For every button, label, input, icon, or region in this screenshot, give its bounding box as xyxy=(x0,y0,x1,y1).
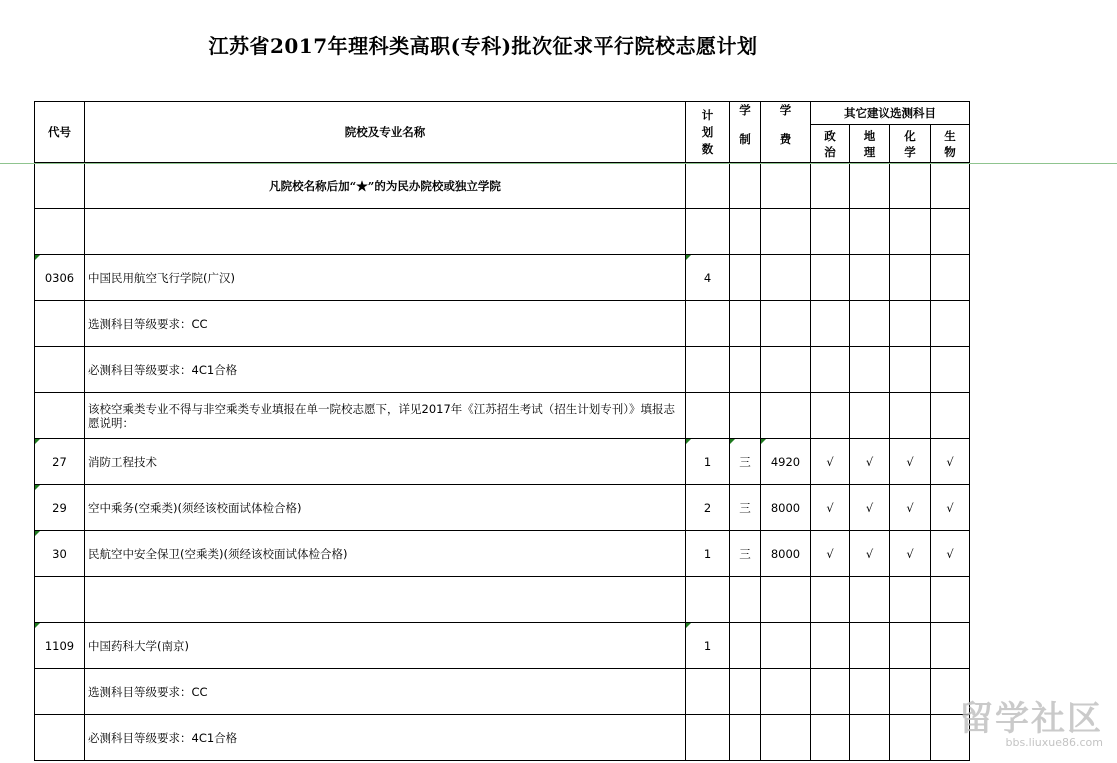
row-check-politics xyxy=(811,577,850,623)
row-plan: 1 xyxy=(686,623,730,669)
table-row xyxy=(35,301,970,347)
row-check-geography: √ xyxy=(850,485,890,531)
row-check-geography xyxy=(850,255,890,301)
row-plan xyxy=(686,347,730,393)
row-check-politics xyxy=(811,715,850,761)
header-subject-biology: 生 物 xyxy=(931,125,970,163)
row-plan xyxy=(686,715,730,761)
row-check-politics xyxy=(811,209,850,255)
table-row xyxy=(35,623,970,669)
table-row xyxy=(35,393,970,439)
row-check-biology xyxy=(931,577,970,623)
watermark-logo xyxy=(959,691,1103,749)
row-check-politics xyxy=(811,255,850,301)
row-name: 空中乘务(空乘类)(须经该校面试体检合格) xyxy=(85,485,686,531)
row-check-geography: √ xyxy=(850,439,890,485)
row-check-chemistry xyxy=(890,577,931,623)
row-plan xyxy=(686,577,730,623)
row-check-politics: √ xyxy=(811,531,850,577)
row-check-geography xyxy=(850,347,890,393)
header-subject-politics: 政 治 xyxy=(811,125,850,163)
row-plan: 4 xyxy=(686,255,730,301)
row-code xyxy=(35,393,85,439)
row-divider-line xyxy=(0,163,1117,164)
row-check-chemistry xyxy=(890,347,931,393)
row-duration xyxy=(730,623,761,669)
row-fee xyxy=(761,715,811,761)
header-subject-chemistry: 化 学 xyxy=(890,125,931,163)
row-fee xyxy=(761,393,811,439)
row-check-geography xyxy=(850,623,890,669)
row-check-geography xyxy=(850,393,890,439)
row-fee: 4920 xyxy=(761,439,811,485)
row-name: 民航空中安全保卫(空乘类)(须经该校面试体检合格) xyxy=(85,531,686,577)
row-code xyxy=(35,577,85,623)
row-check-biology: √ xyxy=(931,531,970,577)
row-check-politics: √ xyxy=(811,485,850,531)
plan-table xyxy=(34,101,970,761)
row-name: 必测科目等级要求：4C1合格 xyxy=(85,715,686,761)
row-fee: 8000 xyxy=(761,485,811,531)
row-check-chemistry: √ xyxy=(890,439,931,485)
row-check-geography xyxy=(850,301,890,347)
row-check-chemistry: √ xyxy=(890,485,931,531)
row-duration xyxy=(730,347,761,393)
row-check-geography xyxy=(850,715,890,761)
row-check-biology xyxy=(931,301,970,347)
row-check-politics: √ xyxy=(811,439,850,485)
row-duration: 三 xyxy=(730,439,761,485)
row-plan: 1 xyxy=(686,531,730,577)
table-row xyxy=(35,669,970,715)
header-name: 院校及专业名称 xyxy=(85,102,686,163)
row-plan xyxy=(686,393,730,439)
row-code xyxy=(35,715,85,761)
row-check-geography xyxy=(850,209,890,255)
row-duration xyxy=(730,715,761,761)
header-subject-geography: 地 理 xyxy=(850,125,890,163)
row-name xyxy=(85,577,686,623)
row-duration xyxy=(730,577,761,623)
table-row xyxy=(35,209,970,255)
table-row xyxy=(35,531,970,577)
header-plan: 计 划 数 xyxy=(686,102,730,163)
row-check-chemistry: √ xyxy=(890,531,931,577)
row-check-politics xyxy=(811,347,850,393)
table-row xyxy=(35,347,970,393)
row-check-chemistry xyxy=(890,301,931,347)
row-code: 30 xyxy=(35,531,85,577)
row-fee xyxy=(761,301,811,347)
row-plan xyxy=(686,209,730,255)
header-code: 代号 xyxy=(35,102,85,163)
row-duration: 三 xyxy=(730,485,761,531)
row-duration xyxy=(730,669,761,715)
watermark-text: 留学社区 xyxy=(959,699,1103,739)
table-row xyxy=(35,439,970,485)
row-fee xyxy=(761,255,811,301)
row-fee xyxy=(761,669,811,715)
row-code: 1109 xyxy=(35,623,85,669)
table-row xyxy=(35,485,970,531)
row-check-biology xyxy=(931,209,970,255)
document-title: 江苏省2017年理科类高职(专科)批次征求平行院校志愿计划 xyxy=(208,34,758,58)
row-check-biology: √ xyxy=(931,485,970,531)
row-code xyxy=(35,347,85,393)
row-check-geography xyxy=(850,669,890,715)
row-fee xyxy=(761,577,811,623)
row-check-chemistry xyxy=(890,623,931,669)
row-name: 中国民用航空飞行学院(广汉) xyxy=(85,255,686,301)
row-fee xyxy=(761,347,811,393)
row-plan: 1 xyxy=(686,439,730,485)
row-check-geography: √ xyxy=(850,531,890,577)
row-duration xyxy=(730,255,761,301)
row-name: 该校空乘类专业不得与非空乘类专业填报在单一院校志愿下，详见2017年《江苏招生考试（招生计划专刊）》填报志愿说明： xyxy=(85,393,686,439)
row-check-biology xyxy=(931,347,970,393)
row-name: 必测科目等级要求：4C1合格 xyxy=(85,347,686,393)
row-check-politics xyxy=(811,393,850,439)
row-check-biology xyxy=(931,393,970,439)
row-name xyxy=(85,209,686,255)
row-code: 29 xyxy=(35,485,85,531)
row-check-chemistry xyxy=(890,255,931,301)
row-check-politics xyxy=(811,623,850,669)
table-row xyxy=(35,715,970,761)
row-check-chemistry xyxy=(890,393,931,439)
row-code xyxy=(35,669,85,715)
row-name: 消防工程技术 xyxy=(85,439,686,485)
row-code: 0306 xyxy=(35,255,85,301)
row-duration: 三 xyxy=(730,531,761,577)
header-fee: 学 费 xyxy=(761,102,811,163)
row-fee xyxy=(761,209,811,255)
header-other-subjects: 其它建议选测科目 xyxy=(811,102,970,125)
row-fee xyxy=(761,623,811,669)
row-plan: 2 xyxy=(686,485,730,531)
row-check-geography xyxy=(850,577,890,623)
row-check-biology: √ xyxy=(931,439,970,485)
row-check-chemistry xyxy=(890,715,931,761)
row-check-chemistry xyxy=(890,209,931,255)
row-name: 选测科目等级要求：CC xyxy=(85,669,686,715)
row-fee: 8000 xyxy=(761,531,811,577)
row-name: 中国药科大学(南京) xyxy=(85,623,686,669)
row-plan xyxy=(686,669,730,715)
row-code xyxy=(35,301,85,347)
row-check-politics xyxy=(811,669,850,715)
row-check-biology xyxy=(931,623,970,669)
watermark-url: bbs.liuxue86.com xyxy=(1005,736,1103,749)
note-row: 凡院校名称后加“★”的为民办院校或独立学院 xyxy=(85,163,686,209)
row-duration xyxy=(730,209,761,255)
row-check-chemistry xyxy=(890,669,931,715)
row-check-biology xyxy=(931,255,970,301)
table-row xyxy=(35,577,970,623)
row-plan xyxy=(686,301,730,347)
row-duration xyxy=(730,301,761,347)
row-code: 27 xyxy=(35,439,85,485)
row-check-politics xyxy=(811,301,850,347)
header-duration: 学 制 xyxy=(730,102,761,163)
table-row xyxy=(35,255,970,301)
row-name: 选测科目等级要求：CC xyxy=(85,301,686,347)
row-code xyxy=(35,209,85,255)
row-duration xyxy=(730,393,761,439)
